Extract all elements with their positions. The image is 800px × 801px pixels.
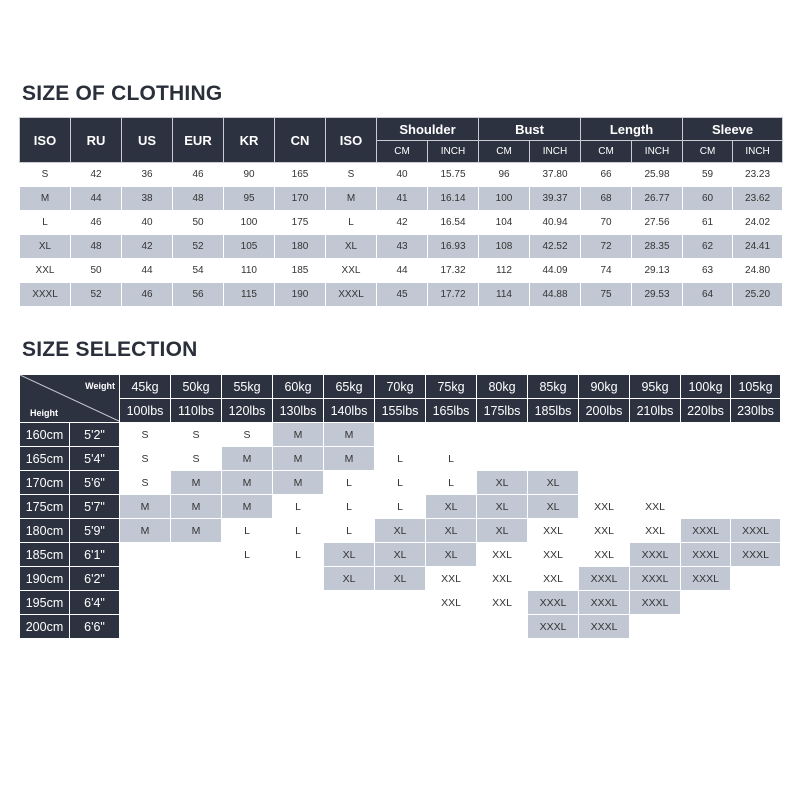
size-cell: XL (528, 495, 579, 519)
table-cell: 50 (71, 259, 122, 283)
size-cell: L (222, 543, 273, 567)
table-cell: XXXL (326, 283, 377, 307)
table-cell: 72 (581, 235, 632, 259)
table-row (20, 235, 783, 259)
size-cell: S (171, 423, 222, 447)
height-cm-header: 185cm (20, 543, 70, 567)
height-ft-header: 6'6" (70, 615, 120, 639)
table-cell: 44 (377, 259, 428, 283)
height-cm-header: 175cm (20, 495, 70, 519)
height-ft-header: 6'4" (70, 591, 120, 615)
weight-kg-header: 105kg (731, 375, 781, 399)
weight-kg-header: 55kg (222, 375, 273, 399)
height-label: Height (30, 408, 58, 418)
table-cell: 24.80 (733, 259, 783, 283)
table-row (20, 447, 781, 471)
table-row (20, 495, 781, 519)
weight-lbs-header: 220lbs (681, 399, 731, 423)
size-cell (630, 615, 681, 639)
size-cell: S (120, 447, 171, 471)
size-cell (528, 447, 579, 471)
table-cell: 100 (224, 211, 275, 235)
size-cell (222, 615, 273, 639)
size-cell: XXL (630, 495, 681, 519)
size-cell (120, 615, 171, 639)
header-sleeve: Sleeve (683, 118, 783, 141)
weight-kg-header: 50kg (171, 375, 222, 399)
size-cell: M (171, 471, 222, 495)
table-cell: 16.14 (428, 187, 479, 211)
size-cell: XXL (477, 591, 528, 615)
subheader-unit: INCH (530, 141, 581, 163)
header-us: US (122, 118, 173, 163)
header-eur: EUR (173, 118, 224, 163)
table-cell: 16.54 (428, 211, 479, 235)
size-cell: L (324, 519, 375, 543)
size-cell: XXXL (579, 591, 630, 615)
size-cell: XXL (477, 543, 528, 567)
table-cell: M (20, 187, 71, 211)
size-cell: XL (426, 495, 477, 519)
weight-height-corner (20, 375, 120, 423)
size-cell: XXL (528, 519, 579, 543)
weight-kg-header: 75kg (426, 375, 477, 399)
size-cell (120, 543, 171, 567)
size-cell (681, 471, 731, 495)
size-cell (681, 615, 731, 639)
height-ft-header: 5'9" (70, 519, 120, 543)
size-cell (171, 567, 222, 591)
size-cell: XXXL (579, 567, 630, 591)
weight-lbs-header: 110lbs (171, 399, 222, 423)
table-cell: 29.53 (632, 283, 683, 307)
weight-lbs-header: 140lbs (324, 399, 375, 423)
table-row (20, 519, 781, 543)
size-cell (273, 567, 324, 591)
size-cell: M (273, 447, 324, 471)
table-cell: L (326, 211, 377, 235)
table-cell: 180 (275, 235, 326, 259)
size-cell: XL (324, 543, 375, 567)
size-cell: XXL (579, 519, 630, 543)
size-cell (731, 423, 781, 447)
size-cell: XXXL (528, 615, 579, 639)
table-row (20, 543, 781, 567)
size-cell: M (171, 519, 222, 543)
table-row (20, 591, 781, 615)
size-cell (324, 591, 375, 615)
subheader-unit: CM (581, 141, 632, 163)
table-cell: 41 (377, 187, 428, 211)
size-cell: M (222, 447, 273, 471)
table-cell: 44 (71, 187, 122, 211)
size-cell: XXXL (630, 591, 681, 615)
header-iso-2: ISO (326, 118, 377, 163)
table-cell: 100 (479, 187, 530, 211)
size-cell (171, 591, 222, 615)
height-ft-header: 6'2" (70, 567, 120, 591)
size-cell: XL (477, 471, 528, 495)
size-cell (171, 543, 222, 567)
table-cell: 108 (479, 235, 530, 259)
table-cell: 15.75 (428, 163, 479, 187)
table-cell: 23.62 (733, 187, 783, 211)
size-selection-title: SIZE SELECTION (22, 338, 198, 361)
table-cell: 44.88 (530, 283, 581, 307)
table-cell: 25.20 (733, 283, 783, 307)
table-cell: 45 (377, 283, 428, 307)
weight-kg-header: 100kg (681, 375, 731, 399)
table-cell: XXL (326, 259, 377, 283)
table-cell: 16.93 (428, 235, 479, 259)
table-cell: 60 (683, 187, 733, 211)
subheader-unit: CM (479, 141, 530, 163)
weight-kg-header: 80kg (477, 375, 528, 399)
size-cell: XXL (579, 495, 630, 519)
height-cm-header: 190cm (20, 567, 70, 591)
size-cell (375, 615, 426, 639)
table-cell: 36 (122, 163, 173, 187)
size-selection-table (19, 374, 781, 639)
weight-lbs-header: 230lbs (731, 399, 781, 423)
table-row (20, 211, 783, 235)
table-row (20, 259, 783, 283)
size-cell (731, 615, 781, 639)
size-cell: L (375, 471, 426, 495)
table-row (20, 283, 783, 307)
size-cell (477, 615, 528, 639)
size-cell (273, 591, 324, 615)
size-cell: L (375, 447, 426, 471)
size-cell (324, 615, 375, 639)
height-ft-header: 5'4" (70, 447, 120, 471)
size-cell: XXXL (579, 615, 630, 639)
header-shoulder: Shoulder (377, 118, 479, 141)
table-cell: 61 (683, 211, 733, 235)
size-cell: XL (426, 519, 477, 543)
table-cell: XXXL (20, 283, 71, 307)
size-cell: M (222, 495, 273, 519)
table-cell: 46 (71, 211, 122, 235)
table-cell: 42 (377, 211, 428, 235)
size-cell (426, 423, 477, 447)
size-cell: S (222, 423, 273, 447)
size-cell: XL (375, 519, 426, 543)
size-cell: XXXL (731, 543, 781, 567)
table-cell: 40.94 (530, 211, 581, 235)
size-cell (375, 591, 426, 615)
size-cell: M (120, 495, 171, 519)
table-cell: 90 (224, 163, 275, 187)
table-cell: 29.13 (632, 259, 683, 283)
weight-lbs-header: 100lbs (120, 399, 171, 423)
size-cell: XL (375, 567, 426, 591)
size-cell: XL (528, 471, 579, 495)
header-iso: ISO (20, 118, 71, 163)
table-row (20, 423, 781, 447)
table-cell: 165 (275, 163, 326, 187)
table-cell: 74 (581, 259, 632, 283)
height-ft-header: 5'7" (70, 495, 120, 519)
size-cell: L (426, 447, 477, 471)
weight-kg-header: 45kg (120, 375, 171, 399)
size-cell: L (273, 543, 324, 567)
height-ft-header: 6'1" (70, 543, 120, 567)
size-cell: S (120, 423, 171, 447)
table-cell: 190 (275, 283, 326, 307)
table-cell: 24.02 (733, 211, 783, 235)
table-cell: 17.72 (428, 283, 479, 307)
size-cell: M (222, 471, 273, 495)
size-cell: XXXL (528, 591, 579, 615)
table-cell: 54 (173, 259, 224, 283)
table-cell: 104 (479, 211, 530, 235)
table-cell: 42 (71, 163, 122, 187)
weight-kg-header: 95kg (630, 375, 681, 399)
size-cell: L (324, 495, 375, 519)
subheader-unit: INCH (733, 141, 783, 163)
size-cell (630, 471, 681, 495)
table-cell: 175 (275, 211, 326, 235)
table-cell: XXL (20, 259, 71, 283)
table-cell: 17.32 (428, 259, 479, 283)
size-cell (222, 567, 273, 591)
size-of-clothing-table (19, 117, 783, 307)
table-cell: 37.80 (530, 163, 581, 187)
height-cm-header: 200cm (20, 615, 70, 639)
size-cell: XL (477, 495, 528, 519)
table-cell: 40 (122, 211, 173, 235)
size-cell (273, 615, 324, 639)
size-cell (630, 423, 681, 447)
size-cell: XXL (528, 567, 579, 591)
size-cell: M (273, 471, 324, 495)
size-cell (171, 615, 222, 639)
table-cell: 96 (479, 163, 530, 187)
subheader-unit: INCH (632, 141, 683, 163)
size-cell: S (120, 471, 171, 495)
size-cell (579, 447, 630, 471)
table-cell: 46 (173, 163, 224, 187)
size-cell (477, 447, 528, 471)
table-cell: M (326, 187, 377, 211)
table-cell: 68 (581, 187, 632, 211)
header-length: Length (581, 118, 683, 141)
height-cm-header: 165cm (20, 447, 70, 471)
size-cell (375, 423, 426, 447)
size-cell: XXL (426, 567, 477, 591)
size-cell: XXL (426, 591, 477, 615)
table-cell: 28.35 (632, 235, 683, 259)
header-bust: Bust (479, 118, 581, 141)
table-cell: 42.52 (530, 235, 581, 259)
height-cm-header: 195cm (20, 591, 70, 615)
size-cell: M (324, 447, 375, 471)
size-cell (731, 471, 781, 495)
subheader-unit: CM (683, 141, 733, 163)
table-cell: 52 (173, 235, 224, 259)
table-cell: 48 (71, 235, 122, 259)
size-cell: S (171, 447, 222, 471)
table-cell: 38 (122, 187, 173, 211)
table-cell: 112 (479, 259, 530, 283)
size-cell (477, 423, 528, 447)
size-cell: XL (426, 543, 477, 567)
size-cell: M (273, 423, 324, 447)
size-cell: L (273, 519, 324, 543)
table-cell: 23.23 (733, 163, 783, 187)
table-cell: 66 (581, 163, 632, 187)
table-cell: 25.98 (632, 163, 683, 187)
weight-kg-header: 85kg (528, 375, 579, 399)
table-cell: 50 (173, 211, 224, 235)
table-cell: 115 (224, 283, 275, 307)
table-row (20, 163, 783, 187)
size-cell (579, 423, 630, 447)
weight-lbs-header: 175lbs (477, 399, 528, 423)
size-cell: XXL (528, 543, 579, 567)
size-cell (681, 591, 731, 615)
size-cell: M (171, 495, 222, 519)
size-cell (731, 567, 781, 591)
size-cell: L (273, 495, 324, 519)
weight-lbs-header: 200lbs (579, 399, 630, 423)
table-row (20, 567, 781, 591)
size-cell (426, 615, 477, 639)
table-cell: 43 (377, 235, 428, 259)
size-cell: L (222, 519, 273, 543)
weight-kg-header: 65kg (324, 375, 375, 399)
size-cell (731, 495, 781, 519)
weight-kg-header: 90kg (579, 375, 630, 399)
size-cell: M (324, 423, 375, 447)
size-cell: XL (477, 519, 528, 543)
weight-lbs-header: 185lbs (528, 399, 579, 423)
size-cell: XXXL (681, 519, 731, 543)
table-cell: XL (326, 235, 377, 259)
weight-label: Weight (85, 381, 115, 391)
size-cell: XXXL (630, 543, 681, 567)
size-cell (528, 423, 579, 447)
table-cell: 39.37 (530, 187, 581, 211)
size-cell: XXXL (681, 543, 731, 567)
table-cell: 44.09 (530, 259, 581, 283)
weight-lbs-header: 130lbs (273, 399, 324, 423)
weight-kg-header: 70kg (375, 375, 426, 399)
subheader-unit: CM (377, 141, 428, 163)
size-cell (579, 471, 630, 495)
table-cell: 105 (224, 235, 275, 259)
table-cell: XL (20, 235, 71, 259)
table-cell: 63 (683, 259, 733, 283)
table-cell: 48 (173, 187, 224, 211)
size-cell (731, 447, 781, 471)
table-cell: 24.41 (733, 235, 783, 259)
size-cell (120, 591, 171, 615)
size-cell: XXL (579, 543, 630, 567)
table-cell: 64 (683, 283, 733, 307)
subheader-unit: INCH (428, 141, 479, 163)
header-ru: RU (71, 118, 122, 163)
table-cell: L (20, 211, 71, 235)
height-cm-header: 160cm (20, 423, 70, 447)
weight-lbs-header: 155lbs (375, 399, 426, 423)
size-cell (222, 591, 273, 615)
table-cell: 95 (224, 187, 275, 211)
table-cell: 114 (479, 283, 530, 307)
size-cell: XXL (477, 567, 528, 591)
table-row (20, 187, 783, 211)
weight-lbs-header: 210lbs (630, 399, 681, 423)
weight-lbs-header: 165lbs (426, 399, 477, 423)
table-cell: 59 (683, 163, 733, 187)
table-cell: 70 (581, 211, 632, 235)
table-cell: 185 (275, 259, 326, 283)
table-cell: 56 (173, 283, 224, 307)
table-cell: 46 (122, 283, 173, 307)
size-cell: XL (375, 543, 426, 567)
size-cell (681, 447, 731, 471)
table-cell: 40 (377, 163, 428, 187)
table-cell: 52 (71, 283, 122, 307)
header-kr: KR (224, 118, 275, 163)
height-ft-header: 5'6" (70, 471, 120, 495)
height-cm-header: 170cm (20, 471, 70, 495)
table-cell: 62 (683, 235, 733, 259)
weight-kg-header: 60kg (273, 375, 324, 399)
table-cell: S (326, 163, 377, 187)
size-cell: L (375, 495, 426, 519)
size-cell: XXXL (630, 567, 681, 591)
size-cell (681, 495, 731, 519)
table-cell: 27.56 (632, 211, 683, 235)
size-cell (630, 447, 681, 471)
table-cell: 26.77 (632, 187, 683, 211)
header-cn: CN (275, 118, 326, 163)
size-cell: L (324, 471, 375, 495)
table-cell: 110 (224, 259, 275, 283)
table-cell: S (20, 163, 71, 187)
size-cell (681, 423, 731, 447)
height-ft-header: 5'2" (70, 423, 120, 447)
size-cell: XXXL (681, 567, 731, 591)
size-cell: M (120, 519, 171, 543)
table-cell: 42 (122, 235, 173, 259)
size-cell: XXL (630, 519, 681, 543)
table-cell: 44 (122, 259, 173, 283)
weight-lbs-header: 120lbs (222, 399, 273, 423)
size-of-clothing-title: SIZE OF CLOTHING (22, 82, 223, 105)
table-cell: 75 (581, 283, 632, 307)
table-cell: 170 (275, 187, 326, 211)
size-cell (120, 567, 171, 591)
size-cell: XXXL (731, 519, 781, 543)
size-cell (731, 591, 781, 615)
table-row (20, 471, 781, 495)
height-cm-header: 180cm (20, 519, 70, 543)
size-cell: L (426, 471, 477, 495)
size-cell: XL (324, 567, 375, 591)
table-row (20, 615, 781, 639)
